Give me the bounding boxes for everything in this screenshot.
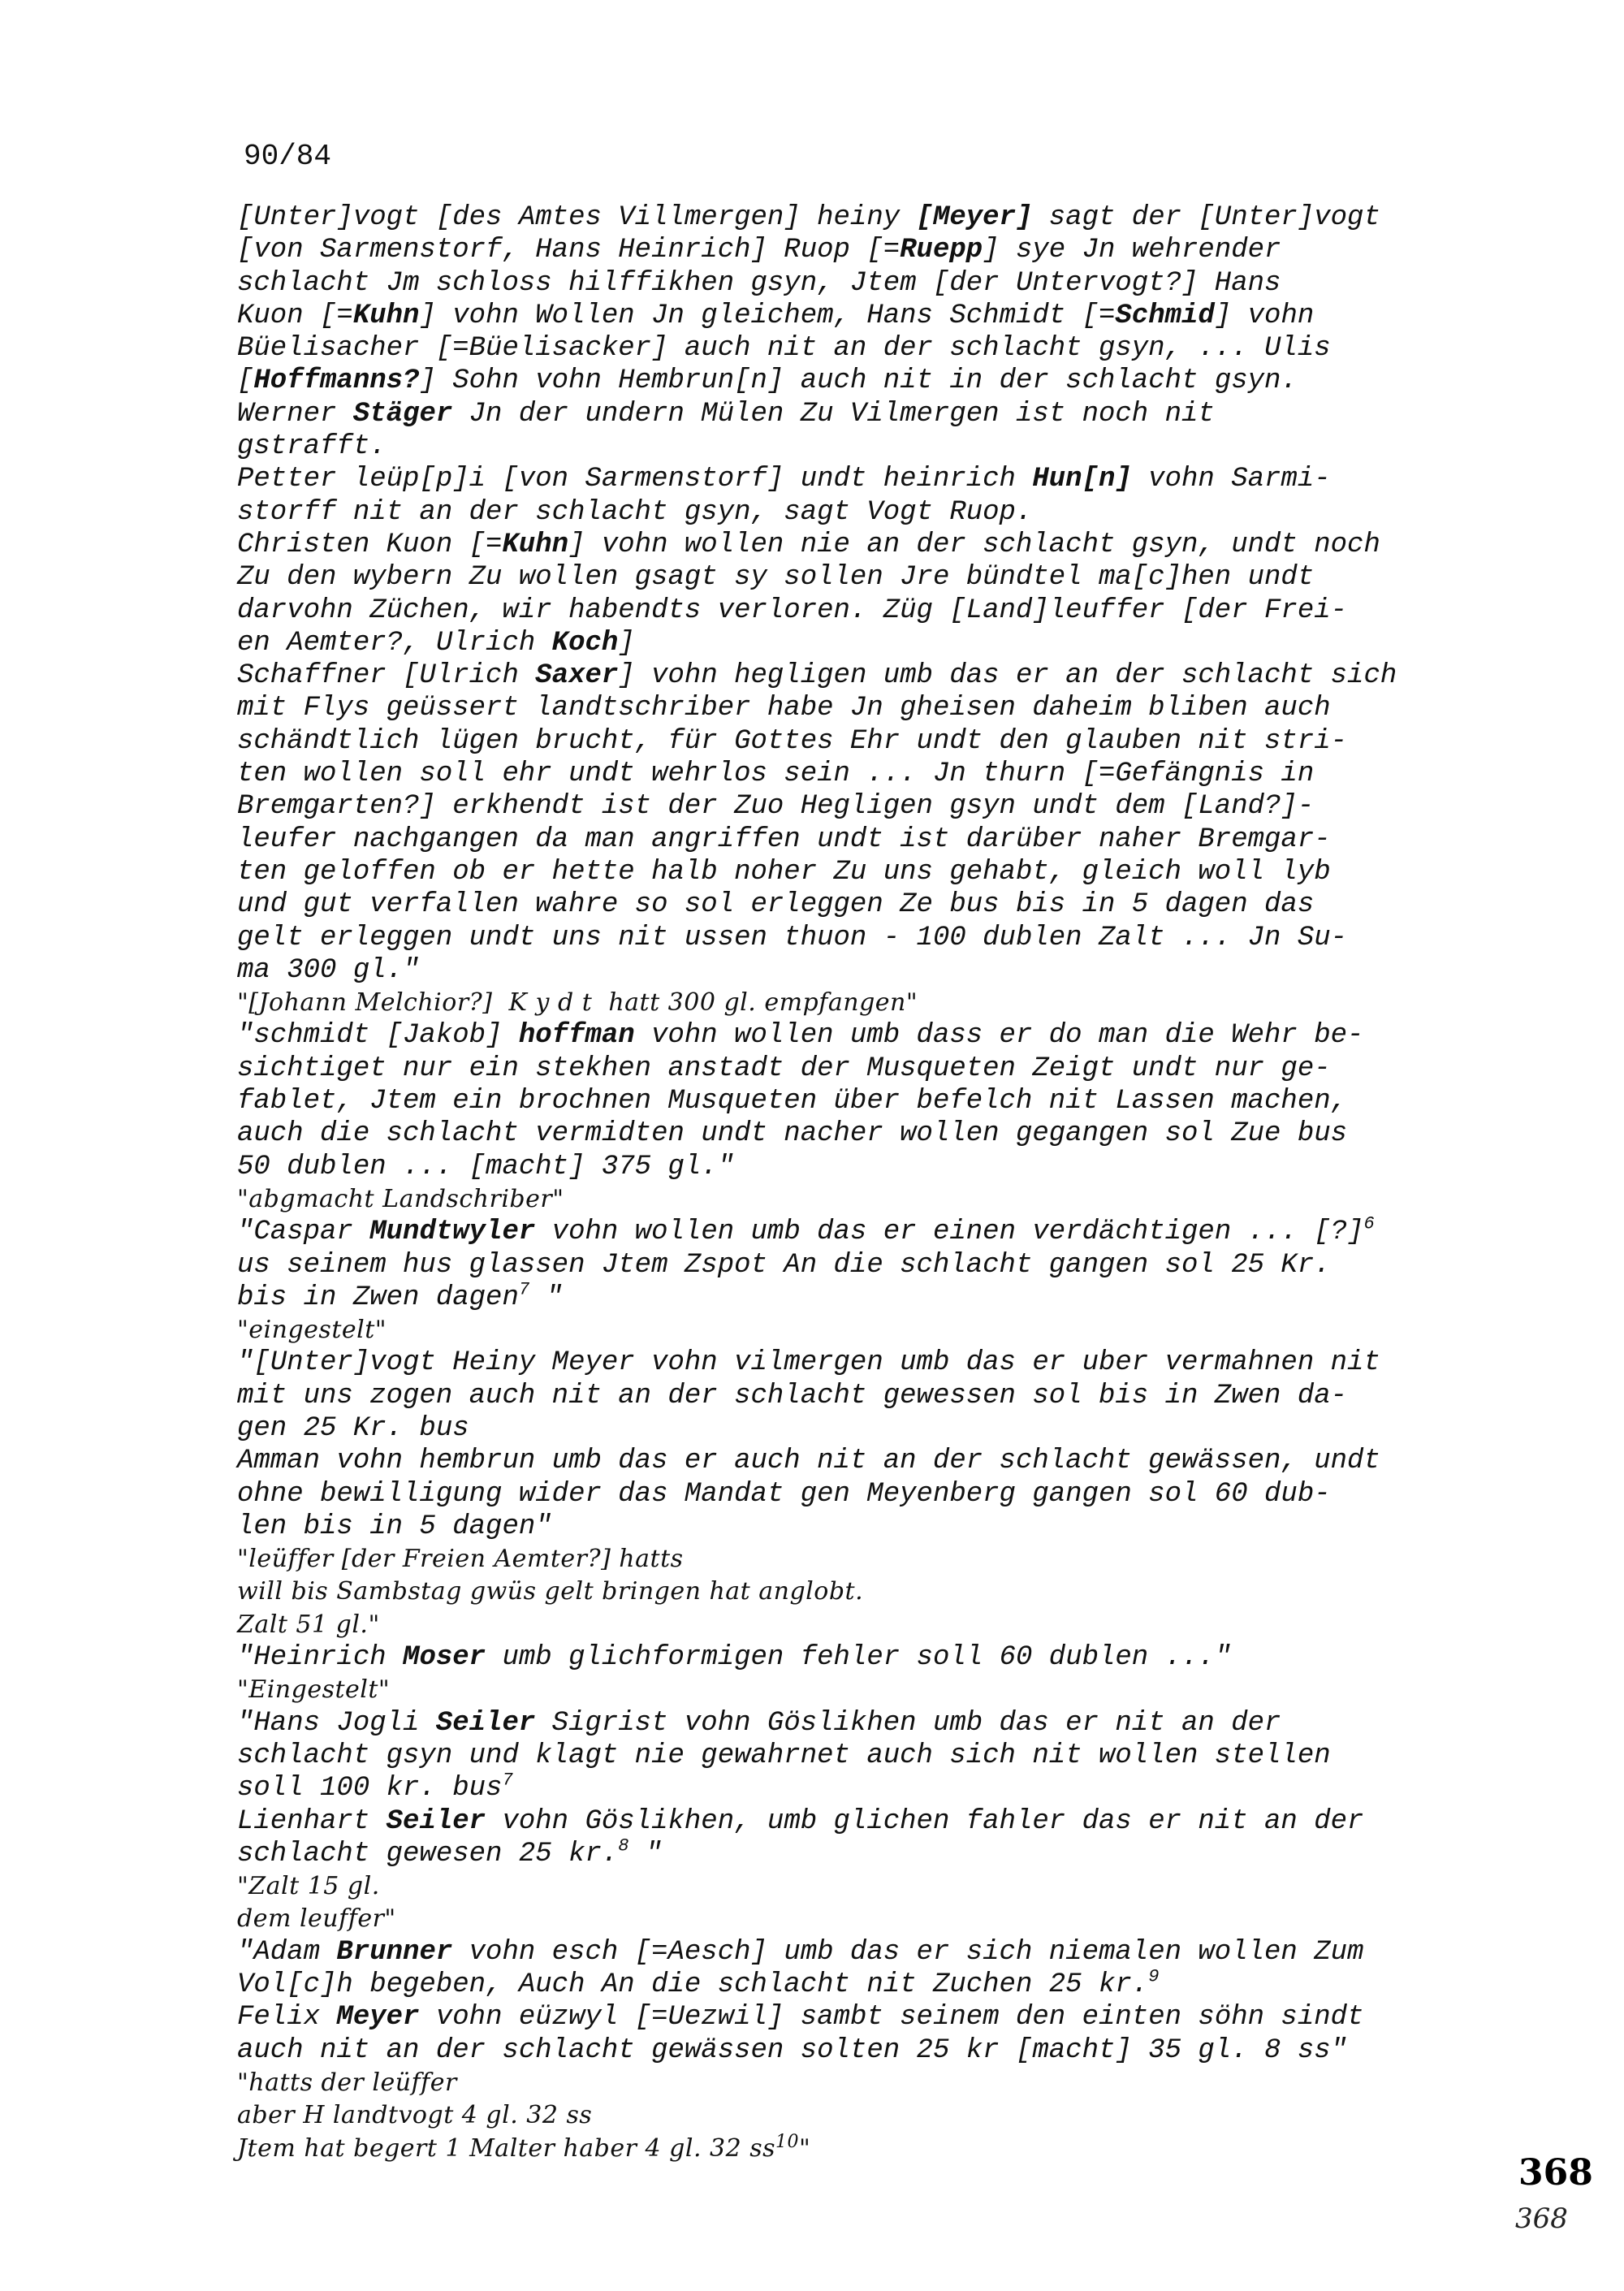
text-line: ma 300 gl." (237, 954, 420, 986)
text-run: ] sye Jn wehrender (983, 235, 1281, 266)
text-line: storff nit an der schlacht gsyn, sagt Vogt Ruop. (237, 496, 1033, 528)
text-run: " (628, 1838, 663, 1870)
text-line (237, 2001, 1504, 2034)
text-line: ten geloffen ob er hette halb noher Zu uns gehabt, gleich woll lyb (237, 856, 1331, 888)
text-line (237, 529, 1504, 561)
text-run: soll 100 kr. bus (237, 1773, 503, 1805)
text-line: ohne bewilligung wider das Mandat gen Meyenberg gangen sol 60 dub- (237, 1478, 1331, 1510)
surname-bold: Seiler (386, 1805, 486, 1837)
surname-bold: Koch (551, 627, 619, 659)
text-run: vohn wollen umb dass er do man die Wehr be- (634, 1020, 1364, 1052)
text-run: ] vohn wollen nie an der schlacht gsyn, undt noch (568, 529, 1380, 560)
surname-bold: Mundtwyler (369, 1217, 536, 1248)
text-line (237, 365, 1504, 397)
surname-bold: [Meyer] (916, 202, 1033, 233)
entry-untervogt-meyer (237, 201, 1504, 463)
text-run: Vol[c]h begeben, Auch An die schlacht nit Zuchen 25 kr. (237, 1969, 1149, 2001)
handwritten-note: "abgmacht Landschriber" (237, 1184, 564, 1213)
footnote-marker: 8 (618, 1835, 629, 1857)
handwritten-note (237, 2131, 1504, 2165)
handwritten-note: Zalt 51 gl." (237, 1610, 380, 1639)
text-run: "Adam (237, 1936, 337, 1968)
text-run: ] vohn Wollen Jn gleichem, Hans Schmidt [= (419, 300, 1116, 331)
text-line: Zu den wybern Zu wollen gsagt sy sollen Jre bündtel ma[c]hen undt (237, 562, 1315, 594)
handwritten-note: "eingestelt" (237, 1316, 387, 1345)
text-line: gstrafft. (237, 431, 387, 463)
text-run: vohn eüzwyl [=Uezwil] sambt seinem den einten söhn sindt (419, 2002, 1364, 2034)
text-run: Sigrist vohn Göslikhen umb das er nit an der (535, 1707, 1281, 1739)
entry-schaffner-saxer (237, 659, 1504, 1019)
text-line (237, 1835, 1504, 1870)
entry-christen-kuon (237, 529, 1504, 659)
text-run: ] (618, 627, 635, 659)
text-run: ] vohn hegligen umb das er an der schlacht sich (618, 660, 1397, 692)
text-run: vohn wollen umb das er einen verdächtigen ... [?] (535, 1217, 1364, 1248)
text-run: vohn esch [=Aesch] umb das er sich niemalen wollen Zum (452, 1936, 1364, 1968)
handwritten-note: "[Johann Melchior?] K y d t hatt 300 gl. empfangen" (237, 988, 918, 1018)
text-run: Werner (237, 398, 353, 430)
text-run: Petter leüp[p]i [von Sarmenstorf] undt heinrich (237, 464, 1033, 495)
entry-petter-leuppi (237, 463, 1504, 529)
text-line: Büelisacher [=Büelisacker] auch nit an der schlacht gsyn, ... Ulis (237, 333, 1331, 365)
handwritten-note: dem leuffer" (237, 1904, 396, 1934)
text-line: mit uns zogen auch nit an der schlacht gewessen sol bis in Zwen da- (237, 1380, 1348, 1411)
handwritten-note: will bis Sambstag gwüs gelt bringen hat anglobt. (237, 1577, 864, 1606)
text-run: Jn der undern Mülen Zu Vilmergen ist noch nit (452, 398, 1215, 430)
handwritten-note: "hatts der leüffer (237, 2068, 457, 2097)
text-line: 50 dublen ... [macht] 375 gl." (237, 1151, 735, 1182)
text-line: len bis in 5 dagen" (237, 1511, 552, 1542)
text-line (237, 1019, 1504, 1052)
handwritten-note: aber H landtvogt 4 gl. 32 ss (237, 2101, 593, 2130)
text-line (237, 1641, 1504, 1674)
text-line (237, 627, 1504, 659)
text-line: auch die schlacht vermidten undt nacher wollen gegangen sol Zue bus (237, 1118, 1348, 1150)
text-line (237, 1966, 1504, 2001)
surname-bold: Saxer (535, 660, 619, 692)
surname-bold: Kuhn (502, 529, 569, 560)
text-line: Bremgarten?] erkhendt ist der Zuo Hegligen gsyn undt dem [Land?]- (237, 791, 1315, 823)
text-line (237, 234, 1504, 266)
text-line (237, 398, 1504, 430)
entry-amman-hembrun (237, 1445, 1504, 1641)
text-run: "Caspar (237, 1217, 370, 1248)
surname-bold: Seiler (435, 1707, 536, 1739)
footnote-marker: 7 (502, 1770, 513, 1791)
text-line: Amman vohn hembrun umb das er auch nit an der schlacht gewässen, undt (237, 1446, 1380, 1477)
text-run: " (799, 2133, 811, 2163)
text-line (237, 1279, 1504, 1314)
handwritten-note: "Eingestelt" (237, 1675, 391, 1705)
entry-lienhart-seiler (237, 1805, 1504, 1936)
footnote-marker: 9 (1148, 1966, 1160, 1987)
entry-hans-jogli-seiler (237, 1707, 1504, 1805)
handwritten-note: "leüffer [der Freien Aemter?] hatts (237, 1545, 684, 1574)
text-line (237, 463, 1504, 495)
text-line: schlacht Jm schloss hilffikhen gsyn, Jtem [der Untervogt?] Hans (237, 267, 1281, 299)
text-line (237, 1770, 1504, 1805)
text-run: Jtem hat begert 1 Malter haber 4 gl. 32 ss (237, 2133, 776, 2163)
page-number: 90/84 (244, 140, 332, 173)
handwritten-note: "Zalt 15 gl. (237, 1872, 380, 1901)
surname-bold: Ruepp (900, 235, 983, 266)
surname-bold: Kuhn (352, 300, 420, 331)
text-run: Christen Kuon [= (237, 529, 503, 560)
text-run: " (529, 1282, 563, 1313)
text-line (237, 201, 1504, 234)
text-line: und gut verfallen wahre so sol erleggen Ze bus bis in 5 dagen das (237, 889, 1315, 921)
text-line: gelt erleggen undt uns nit ussen thuon - 100 dublen Zalt ... Jn Su- (237, 922, 1348, 953)
surname-bold: hoffman (518, 1020, 635, 1052)
text-line (237, 300, 1504, 332)
document-body (237, 201, 1504, 2165)
text-line: "[Unter]vogt Heiny Meyer vohn vilmergen umb das er uber vermahnen nit (237, 1347, 1380, 1379)
text-line: schlacht gsyn und klagt nie gewahrnet auch sich nit wollen stellen (237, 1740, 1331, 1771)
text-line: auch nit an der schlacht gewässen solten 25 kr [macht] 35 gl. 8 ss" (237, 2034, 1348, 2066)
text-run: sagt der [Unter]vogt (1032, 202, 1380, 233)
text-run: [ (237, 365, 254, 397)
text-run: Kuon [= (237, 300, 353, 331)
text-line (237, 1805, 1504, 1838)
text-run: ] vohn (1214, 300, 1315, 331)
text-run: "Heinrich (237, 1642, 404, 1674)
entry-caspar-mundtwyler (237, 1213, 1504, 1347)
entry-schmidt-hoffman (237, 1019, 1504, 1216)
surname-bold: Hoffmanns? (253, 365, 420, 397)
text-line: fablet, Jtem ein brochnen Musqueten über befelch nit Lassen machen, (237, 1086, 1348, 1117)
text-line: darvohn Züchen, wir habendts verloren. Züg [Land]leuffer [der Frei- (237, 594, 1348, 626)
text-run: umb glichformigen fehler soll 60 dublen ..." (486, 1642, 1232, 1674)
footnote-marker: 6 (1363, 1213, 1375, 1234)
text-line: sichtiget nur ein stekhen anstadt der Musqueten Zeigt undt nur ge- (237, 1053, 1331, 1084)
text-run: vohn Göslikhen, umb glichen fahler das er nit an der (486, 1805, 1364, 1837)
footnote-marker: 7 (518, 1279, 530, 1300)
entry-untervogt-heiny-meyer (237, 1347, 1504, 1445)
text-run: [von Sarmenstorf, Hans Heinrich] Ruop [= (237, 235, 901, 266)
text-line: ten wollen soll ehr undt wehrlos sein ... Jn thurn [=Gefängnis in (237, 759, 1315, 790)
text-line (237, 1707, 1504, 1740)
text-run: Lienhart (237, 1805, 387, 1837)
text-run: Felix (237, 2002, 337, 2034)
entry-heinrich-moser (237, 1641, 1504, 1707)
archive-stamp-number: 368 (1518, 2152, 1593, 2194)
entry-felix-meyer (237, 2001, 1504, 2164)
text-run: [Unter]vogt [des Amtes Villmergen] heiny (237, 202, 917, 233)
text-line (237, 1213, 1504, 1248)
surname-bold: Brunner (336, 1936, 453, 1968)
text-run: "Hans Jogli (237, 1707, 436, 1739)
text-line: gen 25 Kr. bus (237, 1412, 469, 1444)
surname-bold: Meyer (336, 2002, 420, 2034)
text-run: ] Sohn vohn Hembrun[n] auch nit in der schlacht gsyn. (419, 365, 1298, 397)
text-line (237, 659, 1504, 692)
text-run: en Aemter?, Ulrich (237, 627, 552, 659)
text-run: vohn Sarmi- (1131, 464, 1331, 495)
text-run: schlacht gewesen 25 kr. (237, 1838, 619, 1870)
surname-bold: Stäger (352, 398, 453, 430)
text-run: bis in Zwen dagen (237, 1282, 519, 1313)
text-line: leufer nachgangen da man angriffen undt ist darüber naher Bremgar- (237, 823, 1331, 855)
surname-bold: Moser (403, 1642, 486, 1674)
text-line (237, 1936, 1504, 1969)
entry-adam-brunner (237, 1936, 1504, 2002)
text-line: us seinem hus glassen Jtem Zspot An die schlacht gangen sol 25 Kr. (237, 1249, 1331, 1281)
text-line: schändtlich lügen brucht, für Gottes Ehr undt den glauben nit stri- (237, 725, 1348, 757)
handwritten-folio-number: 368 (1515, 2202, 1568, 2235)
surname-bold: Schmid (1115, 300, 1215, 331)
footnote-marker: 10 (775, 2131, 800, 2152)
text-run: "schmidt [Jakob] (237, 1020, 519, 1052)
text-run: Schaffner [Ulrich (237, 660, 536, 692)
text-line: mit Flys geüssert landtschriber habe Jn gheisen daheim bliben auch (237, 693, 1331, 724)
surname-bold: Hun[n] (1032, 464, 1132, 495)
